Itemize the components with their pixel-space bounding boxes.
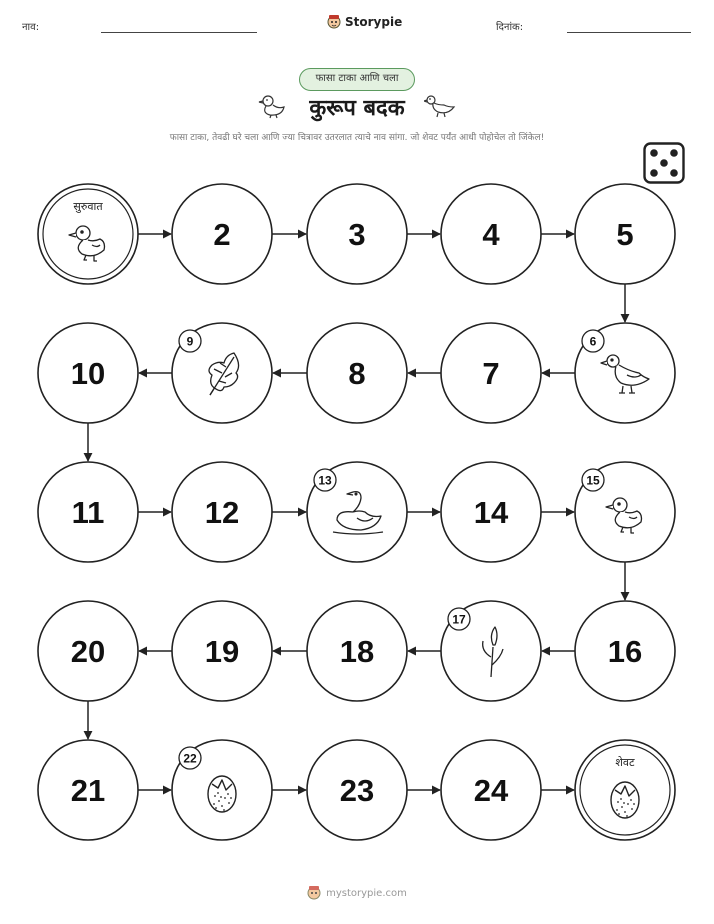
name-label: नाव: xyxy=(22,22,40,33)
space-number: 19 xyxy=(204,634,240,669)
space-number: 9 xyxy=(186,334,194,349)
board-space-2[interactable] xyxy=(172,184,272,284)
space-number: 8 xyxy=(348,356,366,391)
board-space-11[interactable] xyxy=(38,462,138,562)
space-number: 12 xyxy=(204,495,240,530)
board-space-21[interactable] xyxy=(38,740,138,840)
board-space-25[interactable] xyxy=(575,740,675,840)
board-space-10[interactable] xyxy=(38,323,138,423)
space-number: 20 xyxy=(70,634,106,669)
board-space-22[interactable] xyxy=(172,740,272,840)
space-number: 13 xyxy=(318,473,332,488)
board-space-20[interactable] xyxy=(38,601,138,701)
space-number: 11 xyxy=(71,495,105,530)
board-space-19[interactable] xyxy=(172,601,272,701)
space-number: 10 xyxy=(70,356,106,391)
instructions: फासा टाका, तेवढी घरे चला आणि ज्या चित्रावर उतरलात त्याचे नाव सांगा. जो शेवट पर्यंत आधी पोहोचेल तो जिंकेल! xyxy=(169,133,545,143)
board-space-17[interactable] xyxy=(441,601,541,701)
start-label: सुरुवात xyxy=(73,201,103,213)
space-number: 17 xyxy=(452,612,466,627)
board-space-16[interactable] xyxy=(575,601,675,701)
space-number: 3 xyxy=(348,217,366,252)
space-number: 7 xyxy=(482,356,500,391)
board-space-9[interactable] xyxy=(172,323,272,423)
board-space-13[interactable] xyxy=(307,462,407,562)
board-space-12[interactable] xyxy=(172,462,272,562)
board-space-24[interactable] xyxy=(441,740,541,840)
board-space-4[interactable] xyxy=(441,184,541,284)
end-label: शेवट xyxy=(615,757,635,769)
egg-icon xyxy=(208,776,236,812)
footer-url[interactable]: mystorypie.com xyxy=(326,887,407,899)
space-number: 18 xyxy=(339,634,375,669)
space-number: 21 xyxy=(70,773,106,808)
space-number: 14 xyxy=(473,495,509,530)
board-space-1[interactable] xyxy=(38,184,138,284)
board-space-23[interactable] xyxy=(307,740,407,840)
board-space-3[interactable] xyxy=(307,184,407,284)
game-type-badge: फासा टाका आणि चला xyxy=(299,68,415,91)
space-number: 4 xyxy=(482,217,500,252)
footer-mascot-icon xyxy=(307,885,321,901)
date-label: दिनांक: xyxy=(496,22,524,33)
board-space-5[interactable] xyxy=(575,184,675,284)
board-space-6[interactable] xyxy=(575,323,675,423)
egg-icon xyxy=(611,782,639,818)
board-space-7[interactable] xyxy=(441,323,541,423)
space-number: 15 xyxy=(586,473,600,488)
space-number: 16 xyxy=(607,634,643,669)
space-number: 23 xyxy=(339,773,375,808)
board-space-14[interactable] xyxy=(441,462,541,562)
space-number: 24 xyxy=(473,773,509,808)
space-number: 5 xyxy=(616,217,634,252)
board-space-15[interactable] xyxy=(575,462,675,562)
footer xyxy=(0,885,714,901)
space-number: 2 xyxy=(213,217,231,252)
space-number: 22 xyxy=(183,751,197,766)
page-title: कुरूप बदक xyxy=(309,96,405,121)
board-space-18[interactable] xyxy=(307,601,407,701)
board-space-8[interactable] xyxy=(307,323,407,423)
space-number: 6 xyxy=(589,334,597,349)
brand-name: Storypie xyxy=(345,15,403,29)
